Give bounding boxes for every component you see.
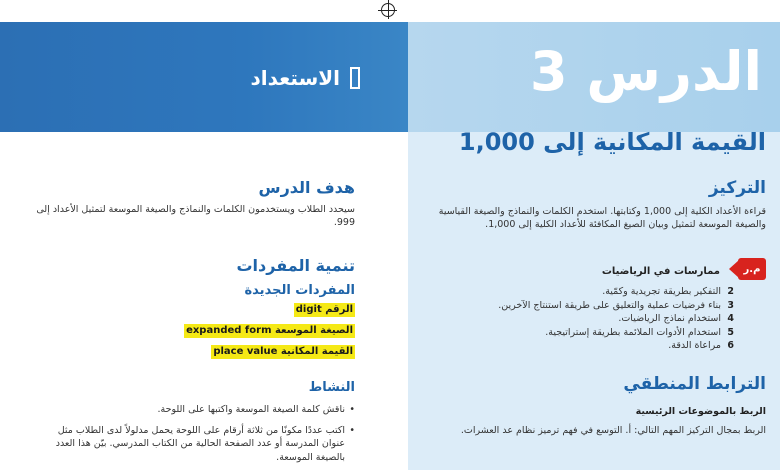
focus-heading: التركيز xyxy=(708,178,766,198)
top-strip xyxy=(0,0,780,22)
vocab-term-en: digit xyxy=(295,304,322,315)
vocab-term-digit xyxy=(294,303,355,317)
practice-text: استخدام الأدوات الملائمة بطريقة إستراتيجية. xyxy=(545,326,721,338)
coherence-subheading: الربط بالموضوعات الرئيسية xyxy=(635,406,766,417)
math-practices-badge: م.ر xyxy=(738,258,766,280)
practice-text: استخدام نماذج الرياضيات. xyxy=(618,313,721,324)
math-practices-title: ممارسات في الرياضيات xyxy=(601,266,720,277)
practice-number: 6 xyxy=(727,340,734,351)
vocab-term-en: place value xyxy=(213,346,278,357)
activity-list xyxy=(45,403,355,470)
list-item xyxy=(434,299,734,313)
list-item xyxy=(434,312,734,326)
list-item: • ناقش كلمة الصيغة الموسعة واكتبها على اللوحة. xyxy=(45,403,355,417)
list-item xyxy=(434,339,734,353)
vocab-term-ar: الرقم xyxy=(325,304,353,315)
practice-number: 3 xyxy=(727,299,734,311)
coherence-heading: الترابط المنطقي xyxy=(623,374,766,394)
bookmark-icon xyxy=(350,67,360,89)
practice-text: بناء فرضيات عملية والتعليق على طريقة استنتاج الآخرين. xyxy=(498,299,721,311)
preparation-label: الاستعداد xyxy=(250,66,340,90)
practice-text: التفكير بطريقة تجريدية وكمّية. xyxy=(602,286,721,297)
vocab-term-expanded-form xyxy=(184,324,355,338)
preparation-header xyxy=(250,66,360,90)
lesson-title: الدرس 3 xyxy=(530,40,762,103)
list-item: • اكتب عددًا مكونًا من ثلاثة أرقام على اللوحة يحمل مدلولاً لدى الطلاب مثل عنوان المدرسة أو عدد الصفحة الحالية من الكتاب المدرسي. بيّن هذا العدد بالصيغة الموسعة. xyxy=(45,424,355,465)
vocab-term-en: expanded form xyxy=(186,325,272,336)
lesson-goal-text: سيحدد الطلاب ويستخدمون الكلمات والنماذج والصيغة الموسعة لتمثيل الأعداد إلى 999. xyxy=(36,204,355,228)
practice-text: مراعاة الدقة. xyxy=(668,340,721,351)
practice-number: 5 xyxy=(727,326,734,338)
list-item xyxy=(434,285,734,299)
practice-number: 2 xyxy=(727,286,734,297)
focus-text: قراءة الأعداد الكلية إلى 1,000 وكتابتها. استخدم الكلمات والنماذج والصيغة القياسية والصيغة الموسعة لتمثيل وبيان الصيغ المكافئة للأعداد الكلية إلى 1,000. xyxy=(438,206,766,230)
vocab-term-ar: الصيغة الموسعة xyxy=(274,325,353,336)
registration-mark-icon xyxy=(381,3,395,17)
activity-heading: النشاط xyxy=(308,380,355,395)
list-item xyxy=(434,326,734,340)
coherence-text: الربط بمجال التركيز المهم التالي: أ. التوسع في فهم ترميز نظام عد العشرات. xyxy=(460,425,766,436)
practice-number: 4 xyxy=(727,313,734,324)
lesson-goal-heading: هدف الدرس xyxy=(258,178,355,197)
vocab-term-place-value xyxy=(211,345,355,359)
vocabulary-subheading: المفردات الجديدة xyxy=(244,283,355,298)
main-title: القيمة المكانية إلى 1,000 xyxy=(458,128,766,156)
vocab-term-ar: القيمة المكانية xyxy=(280,346,353,357)
vocabulary-heading: تنمية المفردات xyxy=(236,256,355,275)
math-practices-list xyxy=(434,285,734,353)
